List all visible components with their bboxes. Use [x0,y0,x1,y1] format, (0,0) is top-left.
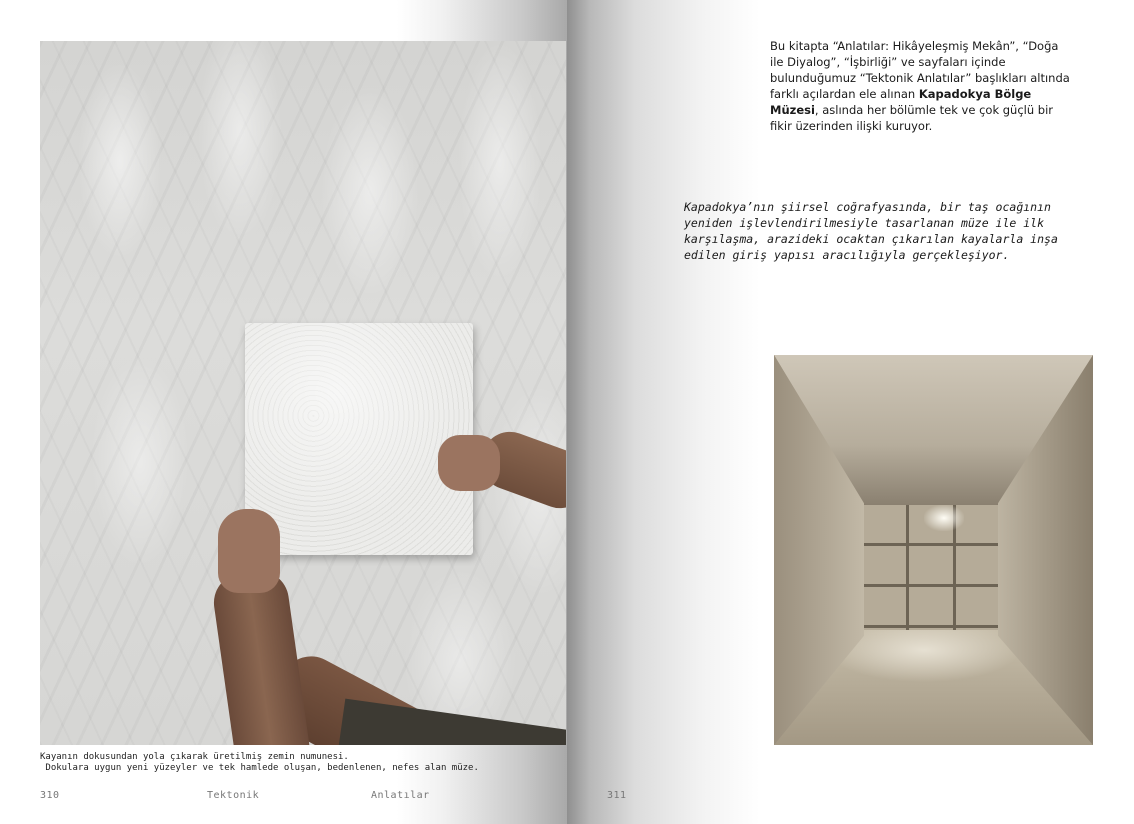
left-arm [210,567,315,745]
photo-caption [40,752,479,773]
page-number-left: 310 [40,790,60,801]
intro-text-1: Bu kitapta “Anlatılar: Hikâyeleşmiş Mekân”, “Doğa ile Diyalog”, “İşbirliği” ve sayfaları içinde bulunduğumuz “Tektonik Anlatılar” başlıkları altında farklı açılardan ele alınan [770,39,1070,101]
right-hand [438,435,500,491]
intro-text-2: , aslında her bölümle tek ve çok güçlü bir fikir üzerinden ilişki kuruyor. [770,103,1054,133]
sleeve [337,699,566,745]
italic-quote: Kapadokya’nın şiirsel coğrafyasında, bir taş ocağının yeniden işlevlendirilmesiyle tasarlanan müze ile ilk karşılaşma, arazideki ocaktan çıkarılan kayalarla inşa edilen giriş yapısı aracılığıyla gerçekleşiyor. [684,200,1058,262]
caption-line-2: Dokulara uygun yeni yüzeyler ve tek hamlede oluşan, bedenlenen, nefes alan müze. [40,762,479,773]
stone-corridor-photo [774,355,1093,745]
intro-paragraph [770,38,1075,134]
left-hand [218,509,280,593]
floor-sample-block [245,323,473,555]
page-number-right: 311 [607,790,627,801]
running-head-anlatilar: Anlatılar [371,790,430,801]
light-opening [924,505,964,531]
intro-museum-name: Kapadokya Bölge Müzesi [770,87,1032,117]
running-head-tektonik: Tektonik [207,790,260,801]
caption-line-1: Kayanın dokusundan yola çıkarak üretilmiş zemin numunesi. [40,752,349,762]
stone-wall-photo [40,41,566,745]
